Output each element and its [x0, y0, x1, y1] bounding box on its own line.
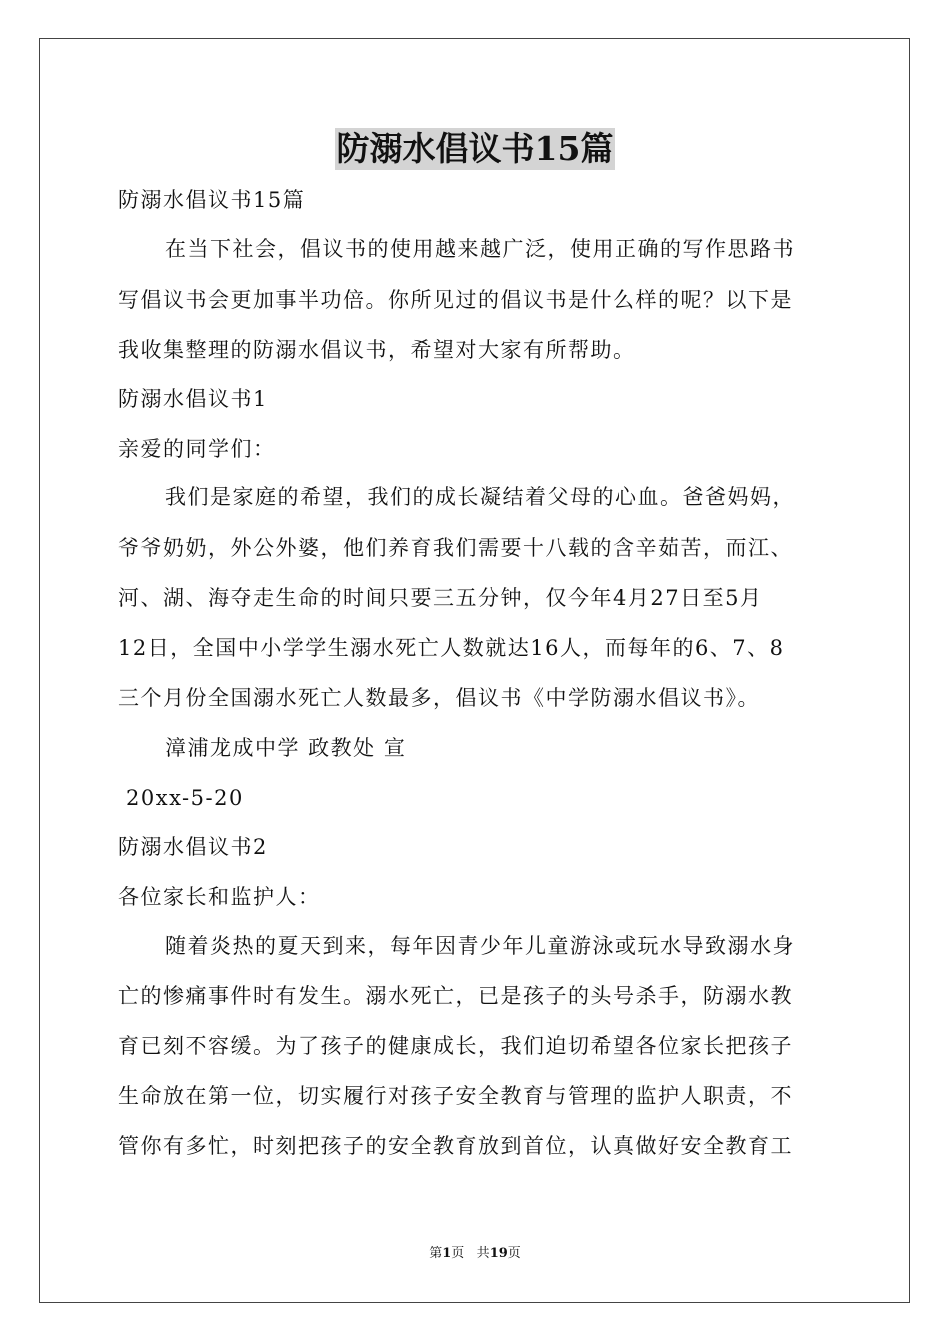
paragraph-line: 12日，全国中小学学生溺水死亡人数就达16人，而每年的6、7、8 — [118, 636, 785, 660]
signature-line: 漳浦龙成中学 政教处 宣 — [165, 736, 407, 760]
paragraph-line: 亡的惨痛事件时有发生。溺水死亡，已是孩子的头号杀手，防溺水教 — [118, 984, 793, 1008]
page-border — [39, 38, 910, 1303]
total-prefix: 共 — [476, 1246, 490, 1261]
total-suffix: 页 — [507, 1246, 521, 1261]
salutation-line: 亲爱的同学们： — [118, 437, 276, 461]
paragraph-line: 生命放在第一位，切实履行对孩子安全教育与管理的监护人职责，不 — [118, 1084, 793, 1108]
paragraph-line: 在当下社会，倡议书的使用越来越广泛，使用正确的写作思路书 — [165, 237, 795, 261]
paragraph-line: 爷爷奶奶，外公外婆，他们养育我们需要十八载的含辛茹苦，而江、 — [118, 536, 793, 560]
salutation-line: 各位家长和监护人： — [118, 885, 321, 909]
page-footer — [0, 1245, 950, 1263]
paragraph-line: 三个月份全国溺水死亡人数最多，倡议书《中学防溺水倡议书》。 — [118, 686, 760, 710]
section-heading: 防溺水倡议书1 — [118, 387, 268, 411]
paragraph-line: 管你有多忙，时刻把孩子的安全教育放到首位，认真做好安全教育工 — [118, 1134, 793, 1158]
paragraph-line: 写倡议书会更加事半功倍。你所见过的倡议书是什么样的呢？以下是 — [118, 288, 793, 312]
paragraph-line: 育已刻不容缓。为了孩子的健康成长，我们迫切希望各位家长把孩子 — [118, 1034, 793, 1058]
document-title — [0, 128, 950, 172]
document-title-text: 防溺水倡议书15篇 — [336, 129, 614, 168]
subtitle-line: 防溺水倡议书15篇 — [118, 188, 306, 212]
paragraph-line: 我们是家庭的希望，我们的成长凝结着父母的心血。爸爸妈妈， — [165, 485, 795, 509]
paragraph-line: 我收集整理的防溺水倡议书，希望对大家有所帮助。 — [118, 338, 636, 362]
page-suffix: 页 — [451, 1246, 465, 1261]
paragraph-line: 随着炎热的夏天到来，每年因青少年儿童游泳或玩水导致溺水身 — [165, 934, 795, 958]
page-current: 1 — [442, 1246, 452, 1261]
paragraph-line: 河、湖、海夺走生命的时间只要三五分钟，仅今年4月27日至5月 — [118, 586, 763, 610]
page-prefix: 第 — [429, 1246, 443, 1261]
date-line: 20xx-5-20 — [126, 786, 244, 810]
section-heading: 防溺水倡议书2 — [118, 835, 268, 859]
total-pages: 19 — [489, 1246, 508, 1261]
